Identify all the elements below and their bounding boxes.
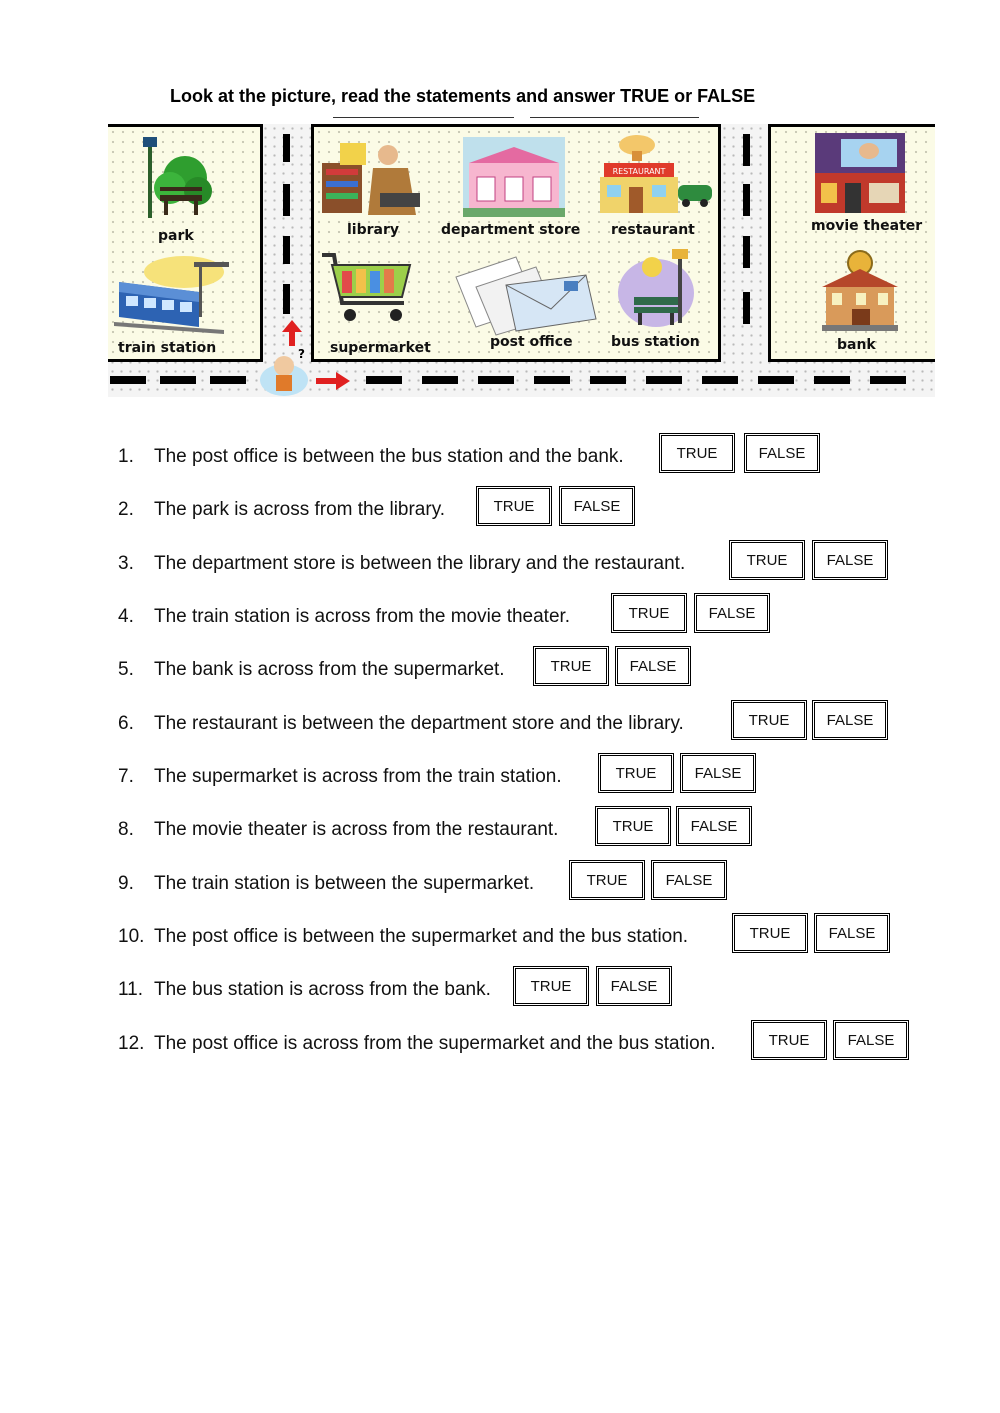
false-answer-box[interactable]: FALSE xyxy=(814,702,886,738)
false-answer-box[interactable]: FALSE xyxy=(682,755,754,791)
question-number: 12. xyxy=(118,1033,145,1054)
false-answer-box[interactable]: FALSE xyxy=(678,808,750,844)
road-marking xyxy=(283,236,290,264)
true-answer-box[interactable]: TRUE xyxy=(613,595,685,631)
park-icon xyxy=(130,133,220,228)
bus-station-icon xyxy=(614,245,714,335)
question-number: 2. xyxy=(118,499,134,520)
false-answer-box[interactable]: FALSE xyxy=(617,648,689,684)
road-marking xyxy=(743,184,750,216)
restaurant-sign: RESTAURANT xyxy=(612,167,666,176)
false-answer-box[interactable]: FALSE xyxy=(653,862,725,898)
true-answer-box[interactable]: TRUE xyxy=(661,435,733,471)
true-answer-box[interactable]: TRUE xyxy=(597,808,669,844)
train-station-icon xyxy=(114,252,234,337)
road-marking xyxy=(534,376,570,384)
road-marking xyxy=(646,376,682,384)
question-row xyxy=(118,659,505,681)
question-text: The post office is between the supermarket and the bus station. xyxy=(154,926,689,947)
question-text: The post office is across from the supermarket and the bus station. xyxy=(154,1033,716,1054)
road-marking xyxy=(422,376,458,384)
false-answer-box[interactable]: FALSE xyxy=(816,915,888,951)
true-answer-box[interactable]: TRUE xyxy=(515,968,587,1004)
question-row xyxy=(118,1033,715,1055)
true-answer-box[interactable]: TRUE xyxy=(478,488,550,524)
post-office-icon xyxy=(446,247,606,339)
map-block-left xyxy=(108,124,263,362)
label-movie-theater: movie theater xyxy=(811,218,923,234)
question-text: The bus station is across from the bank. xyxy=(154,979,491,1000)
question-number: 6. xyxy=(118,713,134,734)
person-icon xyxy=(258,346,310,396)
question-row xyxy=(118,713,684,735)
page-title: Look at the picture, read the statements and answer TRUE or FALSE xyxy=(170,86,756,106)
question-text: The park is across from the library. xyxy=(154,499,446,520)
question-row xyxy=(118,499,445,521)
true-answer-box[interactable]: TRUE xyxy=(731,542,803,578)
question-number: 7. xyxy=(118,766,134,787)
question-number: 10. xyxy=(118,926,145,947)
question-row xyxy=(118,446,624,468)
map-block-middle xyxy=(311,124,721,362)
true-answer-box[interactable]: TRUE xyxy=(733,702,805,738)
question-number: 5. xyxy=(118,659,134,680)
label-department-store: department store xyxy=(441,222,581,238)
question-text: The bank is across from the supermarket. xyxy=(154,659,505,680)
false-answer-box[interactable]: FALSE xyxy=(814,542,886,578)
question-number: 11. xyxy=(118,979,144,1000)
false-answer-box[interactable]: FALSE xyxy=(696,595,768,631)
road-marking xyxy=(743,236,750,268)
map-block-right xyxy=(768,124,935,362)
question-text: The supermarket is across from the train station. xyxy=(154,766,562,787)
false-answer-box[interactable]: FALSE xyxy=(598,968,670,1004)
movie-theater-icon xyxy=(811,129,911,219)
road-marking xyxy=(870,376,906,384)
question-row xyxy=(118,819,558,841)
question-number: 1. xyxy=(118,446,134,467)
false-answer-box[interactable]: FALSE xyxy=(835,1022,907,1058)
supermarket-icon xyxy=(318,247,418,335)
underline-decoration xyxy=(333,117,514,118)
restaurant-icon xyxy=(592,131,717,223)
road-marking xyxy=(366,376,402,384)
false-answer-box[interactable]: FALSE xyxy=(746,435,818,471)
road-marking xyxy=(743,292,750,324)
question-row xyxy=(118,606,570,628)
road-marking xyxy=(160,376,196,384)
road-marking xyxy=(210,376,246,384)
question-mark: ? xyxy=(298,347,305,361)
question-text: The restaurant is between the department store and the library. xyxy=(154,713,684,734)
road-marking xyxy=(590,376,626,384)
road-marking xyxy=(283,284,290,314)
question-number: 4. xyxy=(118,606,134,627)
question-text: The movie theater is across from the restaurant. xyxy=(154,819,559,840)
road-marking xyxy=(283,134,290,162)
road-marking xyxy=(758,376,794,384)
true-answer-box[interactable]: TRUE xyxy=(600,755,672,791)
question-text: The department store is between the library and the restaurant. xyxy=(154,553,686,574)
true-answer-box[interactable]: TRUE xyxy=(571,862,643,898)
label-train-station: train station xyxy=(118,340,217,356)
question-row xyxy=(118,766,562,788)
label-bus-station: bus station xyxy=(611,334,700,350)
true-answer-box[interactable]: TRUE xyxy=(535,648,607,684)
road-marking xyxy=(283,184,290,216)
town-map xyxy=(108,124,935,397)
road-marking xyxy=(110,376,146,384)
road-marking xyxy=(743,134,750,166)
label-library: library xyxy=(347,222,400,238)
question-text: The train station is between the supermarket. xyxy=(154,873,535,894)
question-row xyxy=(118,926,688,948)
department-store-icon xyxy=(459,133,569,223)
true-answer-box[interactable]: TRUE xyxy=(753,1022,825,1058)
road-marking xyxy=(702,376,738,384)
label-bank: bank xyxy=(837,337,876,353)
question-text: The train station is across from the movie theater. xyxy=(154,606,571,627)
road-marking xyxy=(478,376,514,384)
question-row xyxy=(118,979,491,1001)
label-supermarket: supermarket xyxy=(330,340,431,356)
right-arrow-icon xyxy=(316,372,350,390)
bank-icon xyxy=(816,247,906,337)
question-row xyxy=(118,873,534,895)
up-arrow-icon xyxy=(281,320,303,346)
label-park: park xyxy=(158,228,194,244)
road-marking xyxy=(814,376,850,384)
question-number: 3. xyxy=(118,553,134,574)
label-post-office: post office xyxy=(490,334,573,350)
question-text: The post office is between the bus station and the bank. xyxy=(154,446,624,467)
question-number: 8. xyxy=(118,819,134,840)
false-answer-box[interactable]: FALSE xyxy=(561,488,633,524)
true-answer-box[interactable]: TRUE xyxy=(734,915,806,951)
label-restaurant: restaurant xyxy=(611,222,695,238)
question-row xyxy=(118,553,685,575)
question-number: 9. xyxy=(118,873,134,894)
underline-decoration xyxy=(530,117,699,118)
library-icon xyxy=(318,133,428,223)
